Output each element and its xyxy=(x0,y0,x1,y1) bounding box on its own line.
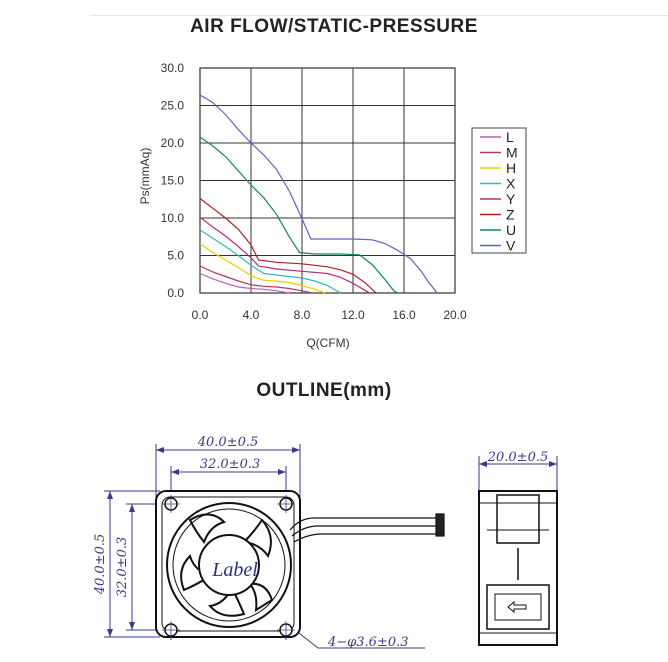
legend-label-m: M xyxy=(506,144,518,161)
x-tick-label: 4.0 xyxy=(242,308,260,322)
legend-label-x: X xyxy=(506,175,516,192)
x-tick-label: 8.0 xyxy=(293,308,311,322)
fan-front-view xyxy=(156,491,444,639)
x-tick-label: 20.0 xyxy=(443,308,467,322)
y-tick-label: 30.0 xyxy=(160,61,184,75)
hole-spacing-h-dimension: 32.0±0.3 xyxy=(199,457,261,472)
legend-label-z: Z xyxy=(506,206,515,223)
outline-title: OUTLINE(mm) xyxy=(256,380,392,401)
y-tick-label: 15.0 xyxy=(160,173,184,188)
y-tick-label: 0.0 xyxy=(167,286,184,300)
legend-label-y: Y xyxy=(506,191,516,207)
x-tick-label: 16.0 xyxy=(392,308,416,322)
outer-height-dimension: 40.0±0.5 xyxy=(93,533,108,595)
x-axis-label: Q(CFM) xyxy=(306,336,350,350)
fan-side-view xyxy=(479,456,557,645)
holes-dimension: 4−φ3.6±0.3 xyxy=(328,635,409,650)
outer-width-dimension: 40.0±0.5 xyxy=(197,435,259,450)
y-axis-label: Ps(mmAq) xyxy=(138,147,152,205)
legend-label-v: V xyxy=(506,237,516,254)
fan-label-text: Label xyxy=(212,559,258,581)
legend-label-h: H xyxy=(506,160,517,176)
x-tick-label: 12.0 xyxy=(341,308,365,322)
y-tick-label: 20.0 xyxy=(160,136,184,150)
x-tick-label: 0.0 xyxy=(191,308,209,322)
legend-label-u: U xyxy=(506,222,517,238)
y-tick-label: 10.0 xyxy=(160,211,184,225)
y-tick-label: 5.0 xyxy=(167,248,184,263)
y-tick-label: 25.0 xyxy=(160,98,184,113)
hole-spacing-v-dimension: 32.0±0.3 xyxy=(115,536,130,598)
depth-dimension: 20.0±0.5 xyxy=(487,450,549,465)
chart-title: AIR FLOW/STATIC-PRESSURE xyxy=(190,16,478,37)
legend-label-l: L xyxy=(506,129,514,145)
